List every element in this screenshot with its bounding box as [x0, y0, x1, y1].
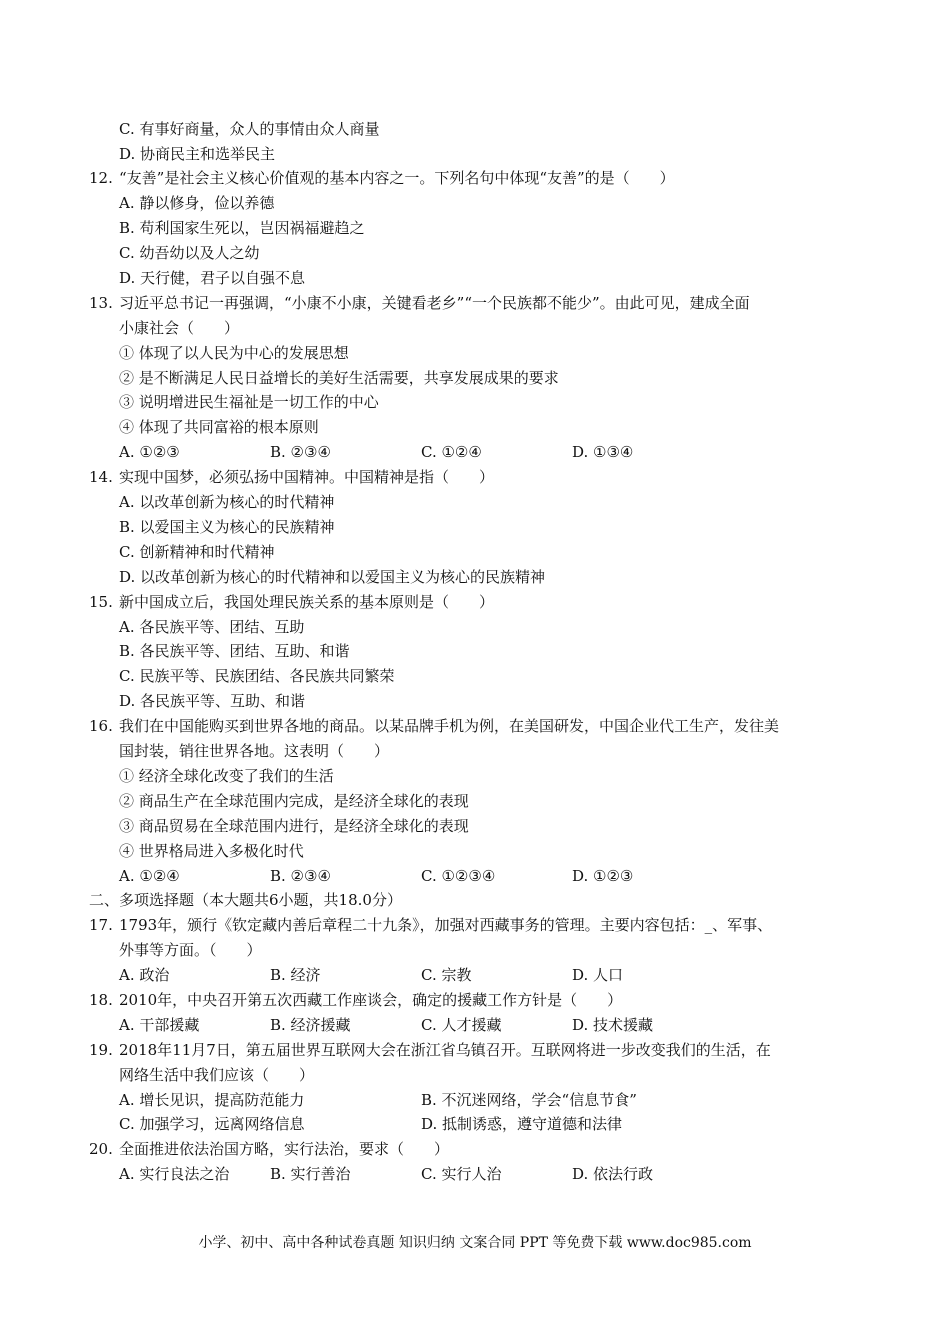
q13-number: 13.	[89, 294, 113, 312]
q14-option-c: C. 创新精神和时代精神	[119, 543, 275, 561]
q16-item-1: ① 经济全球化改变了我们的生活	[119, 767, 334, 785]
q13-stem-line1: 习近平总书记一再强调，“小康不小康，关键看老乡”“一个民族都不能少”。由此可见，建成全面	[119, 294, 750, 312]
q15-option-b: B. 各民族平等、团结、互助、和谐	[119, 642, 350, 660]
q14-option-d: D. 以改革创新为核心的时代精神和以爱国主义为核心的民族精神	[119, 568, 546, 586]
q13-choice-c: C. ①②④	[421, 443, 482, 461]
q20-choice-a: A. 实行良法之治	[119, 1165, 230, 1183]
q18-number: 18.	[89, 991, 113, 1009]
q16-choice-b: B. ②③④	[270, 867, 331, 885]
q20-choice-d: D. 依法行政	[572, 1165, 654, 1183]
q19-choice-a: A. 增长见识，提高防范能力	[119, 1091, 305, 1109]
q15-number: 15.	[89, 593, 113, 611]
q15-option-a: A. 各民族平等、团结、互助	[119, 618, 305, 636]
q18-choice-b: B. 经济援藏	[270, 1016, 351, 1034]
q19-choice-c: C. 加强学习，远离网络信息	[119, 1115, 305, 1133]
q13-item-4: ④ 体现了共同富裕的根本原则	[119, 418, 319, 436]
q16-item-3: ③ 商品贸易在全球范围内进行，是经济全球化的表现	[119, 817, 469, 835]
page-footer: 小学、初中、高中各种试卷真题 知识归纳 文案合同 PPT 等免费下载 www.doc985.com	[198, 1235, 752, 1251]
q18-choice-d: D. 技术援藏	[572, 1016, 654, 1034]
q16-number: 16.	[89, 717, 113, 735]
q14-stem: 实现中国梦，必须弘扬中国精神。中国精神是指（ ）	[119, 468, 495, 486]
q19-number: 19.	[89, 1041, 113, 1059]
q17-number: 17.	[89, 916, 113, 934]
q17-choice-b: B. 经济	[270, 966, 321, 984]
q13-stem-line2: 小康社会（ ）	[119, 319, 240, 337]
q17-stem-line1: 1793年，颁行《钦定藏内善后章程二十九条》，加强对西藏事务的管理。主要内容包括：_、军事、	[119, 916, 773, 934]
q17-choice-d: D. 人口	[572, 966, 624, 984]
q13-item-3: ③ 说明增进民生福祉是一切工作的中心	[119, 393, 379, 411]
q19-stem-line1: 2018年11月7日，第五届世界互联网大会在浙江省乌镇召开。互联网将进一步改变我们的生活，在	[119, 1041, 771, 1059]
q15-option-d: D. 各民族平等、互助、和谐	[119, 692, 306, 710]
q13-item-1: ① 体现了以人民为中心的发展思想	[119, 344, 349, 362]
q19-stem-line2: 网络生活中我们应该（ ）	[119, 1066, 315, 1084]
q13-choice-a: A. ①②③	[119, 443, 180, 461]
q16-stem-line2: 国封装，销往世界各地。这表明（ ）	[119, 742, 390, 760]
q15-option-c: C. 民族平等、民族团结、各民族共同繁荣	[119, 667, 395, 685]
q20-stem: 全面推进依法治国方略，实行法治，要求（ ）	[119, 1140, 450, 1158]
q12-option-d: D. 天行健，君子以自强不息	[119, 269, 306, 287]
q16-item-4: ④ 世界格局进入多极化时代	[119, 842, 304, 860]
q11-option-c: C. 有事好商量，众人的事情由众人商量	[119, 120, 380, 138]
q16-choice-c: C. ①②③④	[421, 867, 496, 885]
q18-stem: 2010年，中央召开第五次西藏工作座谈会，确定的援藏工作方针是（ ）	[119, 991, 623, 1009]
q17-choice-c: C. 宗教	[421, 966, 472, 984]
q17-choice-a: A. 政治	[119, 966, 170, 984]
q16-stem-line1: 我们在中国能购买到世界各地的商品。以某品牌手机为例，在美国研发，中国企业代工生产，发往美	[119, 717, 780, 735]
q12-option-c: C. 幼吾幼以及人之幼	[119, 244, 260, 262]
q11-option-d: D. 协商民主和选举民主	[119, 145, 276, 163]
q20-number: 20.	[89, 1140, 113, 1158]
q17-stem-line2: 外事等方面。（ ）	[119, 941, 262, 959]
section-heading: 二、多项选择题（本大题共6小题，共18.0分）	[89, 891, 402, 909]
q16-choice-d: D. ①②③	[572, 867, 634, 885]
q14-option-b: B. 以爱国主义为核心的民族精神	[119, 518, 335, 536]
q13-item-2: ② 是不断满足人民日益增长的美好生活需要，共享发展成果的要求	[119, 369, 559, 387]
q19-choice-b: B. 不沉迷网络，学会“信息节食”	[421, 1091, 637, 1109]
q12-option-b: B. 苟利国家生死以，岂因祸福避趋之	[119, 219, 365, 237]
q15-stem: 新中国成立后，我国处理民族关系的基本原则是（ ）	[119, 593, 495, 611]
q13-choice-b: B. ②③④	[270, 443, 331, 461]
q16-choice-a: A. ①②④	[119, 867, 180, 885]
q12-option-a: A. 静以修身，俭以养德	[119, 194, 275, 212]
q13-choice-d: D. ①③④	[572, 443, 634, 461]
q18-choice-a: A. 干部援藏	[119, 1016, 200, 1034]
q14-number: 14.	[89, 468, 113, 486]
q14-option-a: A. 以改革创新为核心的时代精神	[119, 493, 335, 511]
q20-choice-b: B. 实行善治	[270, 1165, 351, 1183]
q20-choice-c: C. 实行人治	[421, 1165, 502, 1183]
q12-stem: “友善”是社会主义核心价值观的基本内容之一。下列名句中体现“友善”的是（ ）	[119, 169, 675, 187]
q18-choice-c: C. 人才援藏	[421, 1016, 502, 1034]
q12-number: 12.	[89, 169, 113, 187]
q16-item-2: ② 商品生产在全球范围内完成，是经济全球化的表现	[119, 792, 469, 810]
q19-choice-d: D. 抵制诱惑，遵守道德和法律	[421, 1115, 623, 1133]
